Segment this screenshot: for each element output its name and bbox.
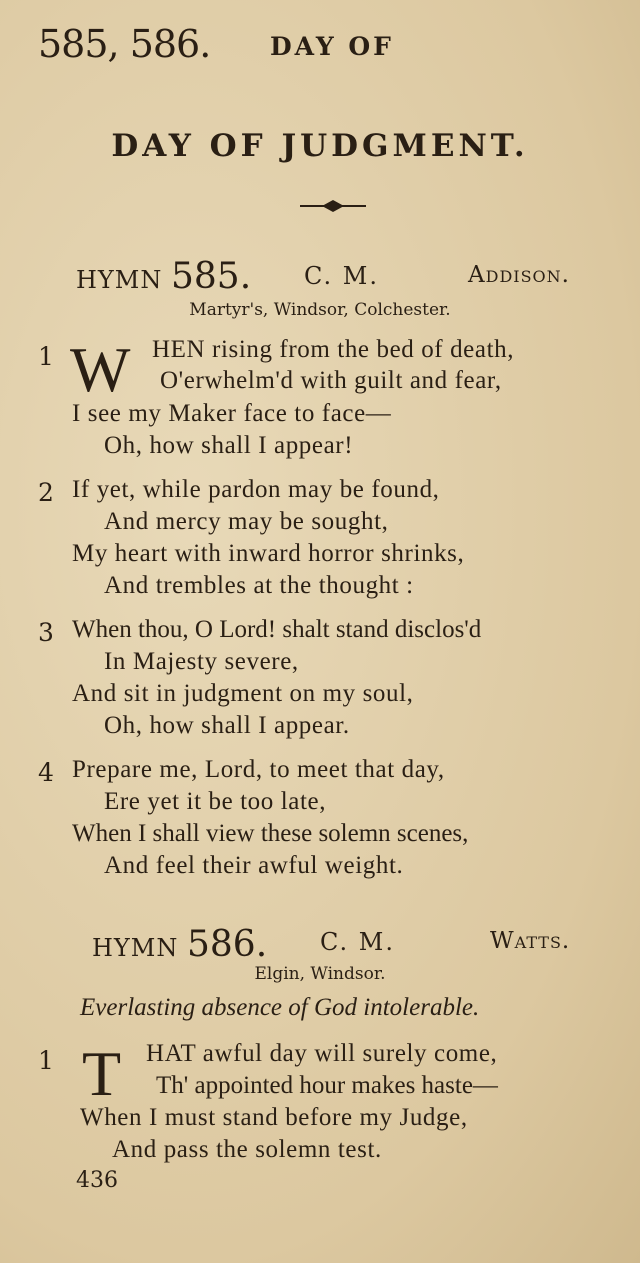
verse-line: And mercy may be sought,: [104, 508, 389, 535]
verse-line: Prepare me, Lord, to meet that day,: [72, 756, 445, 783]
hymn-585-author: Addison.: [468, 262, 570, 288]
verse-line: Ere yet it be too late,: [104, 788, 327, 815]
divider-ornament-icon: [300, 198, 366, 214]
hymn-585-label: [76, 256, 251, 297]
hymn-586-subject: Everlasting absence of God intolerable.: [80, 994, 480, 1021]
verse-number: 1: [38, 1046, 54, 1075]
verse-line: I see my Maker face to face—: [72, 400, 392, 427]
verse-line: Oh, how shall I appear.: [104, 712, 350, 739]
section-title: DAY OF JUDGMENT.: [111, 128, 529, 164]
hymn-586-heading: [0, 916, 640, 965]
hymn-585-heading: [0, 252, 640, 297]
hymn-585-tunes: Martyr's, Windsor, Colchester.: [189, 300, 451, 320]
verse-line: O'erwhelm'd with guilt and fear,: [160, 367, 502, 394]
verse-line: HAT awful day will surely come,: [146, 1040, 498, 1067]
verse-line: Th' appointed hour makes haste—: [156, 1072, 498, 1099]
drop-cap: T: [82, 1038, 122, 1109]
hymn-586-meter: C. M.: [320, 928, 395, 956]
hymn-585-meter: C. M.: [304, 262, 379, 290]
verse-number: 3: [38, 618, 54, 647]
verse-number: 4: [38, 758, 54, 787]
hymn-586-number: 586.: [187, 924, 268, 965]
verse-number: 2: [38, 478, 54, 507]
verse-number: 1: [38, 342, 54, 371]
hymn-586-label: [92, 924, 267, 965]
verse-line: And trembles at the thought :: [104, 572, 414, 599]
verse-line: In Majesty severe,: [104, 648, 299, 675]
verse-line: And pass the solemn test.: [112, 1136, 382, 1163]
verse-line: When thou, O Lord! shalt stand disclos'd: [72, 616, 482, 643]
hymn-585-number: 585.: [171, 256, 252, 297]
hymn-label-text: HYMN: [76, 266, 163, 294]
header-page-numbers: 585, 586.: [38, 22, 211, 66]
verse-line: And feel their awful weight.: [104, 852, 404, 879]
verse-line: When I must stand before my Judge,: [80, 1104, 468, 1131]
verse-line: Oh, how shall I appear!: [104, 432, 354, 459]
verse-line: If yet, while pardon may be found,: [72, 476, 440, 503]
verse-line: And sit in judgment on my soul,: [72, 680, 414, 707]
verse-line: When I shall view these solemn scenes,: [72, 820, 469, 847]
hymn-label-text: HYMN: [92, 934, 179, 962]
hymn-586-author: Watts.: [490, 928, 571, 954]
header-running-title: DAY OF: [270, 32, 394, 61]
verse-line: My heart with inward horror shrinks,: [72, 540, 465, 567]
drop-cap: W: [70, 334, 131, 405]
hymn-586-tunes: Elgin, Windsor.: [254, 964, 386, 984]
page-folio-number: 436: [76, 1168, 118, 1193]
verse-line: HEN rising from the bed of death,: [152, 336, 515, 363]
